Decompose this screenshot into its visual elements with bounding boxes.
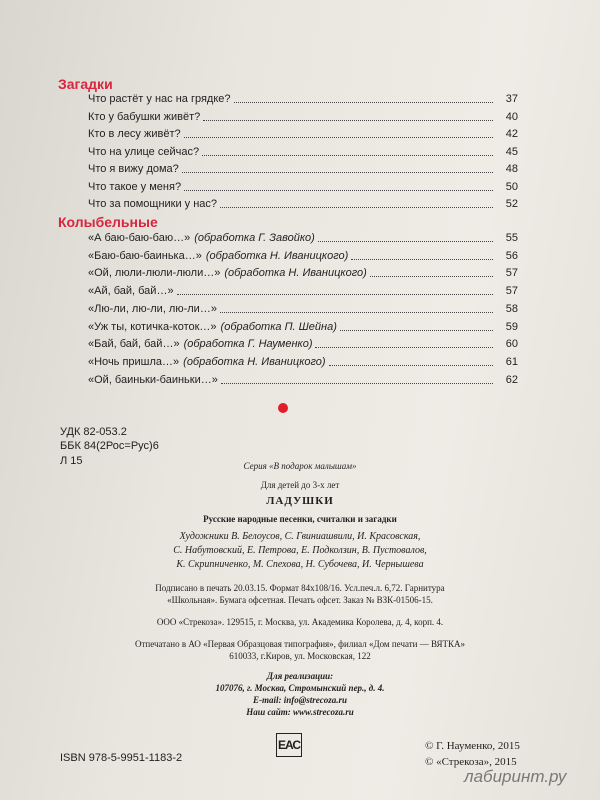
toc-page-number: 37 xyxy=(505,93,518,105)
section-heading-riddles: Загадки xyxy=(58,76,113,92)
credits-line: Художники В. Белоусов, С. Гвиниашвили, И. Красовская, xyxy=(179,531,421,542)
sales-line: Для реализации: xyxy=(266,671,334,681)
toc-entry xyxy=(88,197,518,211)
toc-entry-title xyxy=(88,337,312,351)
toc-entry-title-text: «Ночь пришла…» xyxy=(88,355,180,368)
isbn: ISBN 978-5-9951-1183-2 xyxy=(60,752,183,764)
section-heading-lullabies: Колыбельные xyxy=(58,214,158,230)
toc-entry xyxy=(88,249,518,263)
toc-entry-title-text: «Ай, бай, бай…» xyxy=(88,285,174,298)
book-title: ЛАДУШКИ xyxy=(266,495,334,507)
toc-entry-title-text: Что за помощники у нас? xyxy=(88,198,218,210)
toc-page-number: 61 xyxy=(505,355,518,368)
red-dot-ornament xyxy=(278,403,288,413)
toc-leader-dots xyxy=(184,136,493,138)
book-subtitle: Русские народные песенки, считалки и загадки xyxy=(203,514,397,524)
toc-leader-dots xyxy=(315,346,493,348)
toc-entry-note: (обработка П. Шейна) xyxy=(220,320,337,333)
toc-entry xyxy=(88,127,518,141)
toc-entry xyxy=(88,92,518,106)
toc-page-number: 59 xyxy=(505,320,518,333)
toc-entry-title xyxy=(88,231,315,245)
toc-entry-note: (обработка Н. Иваницкого) xyxy=(183,355,326,368)
sales-info xyxy=(0,670,600,718)
toc-entry-title-text: Что растёт у нас на грядке? xyxy=(88,93,231,105)
toc-leader-dots xyxy=(177,293,493,295)
toc-entry xyxy=(88,302,518,316)
toc-entry xyxy=(88,162,518,176)
toc-page-number: 45 xyxy=(505,145,518,158)
toc-entry xyxy=(88,266,518,280)
toc-leader-dots xyxy=(182,171,493,173)
toc-page-number: 48 xyxy=(505,163,518,175)
credits-line: С. Набутовский, Е. Петрова, Е. Подколзин, В. Пустовалов, xyxy=(173,545,427,556)
toc-entry xyxy=(88,320,518,334)
toc-entry xyxy=(88,284,518,298)
toc-entry-title xyxy=(88,266,367,280)
toc-entry-title-text: Что я вижу дома? xyxy=(88,163,179,175)
toc-leader-dots xyxy=(203,119,493,121)
toc-entry-title xyxy=(88,145,199,159)
toc-entry xyxy=(88,110,518,124)
credits-line: К. Скрипниченко, М. Спехова, Н. Субочева, И. Чернышева xyxy=(176,559,424,570)
copyright-publisher: © «Стрекоза», 2015 xyxy=(425,756,517,768)
toc-entry-title-text: «Баю-баю-баинька…» xyxy=(88,249,202,262)
toc-entry-title xyxy=(88,320,337,334)
toc-leader-dots xyxy=(220,311,493,313)
toc-entry-title-text: Кто в лесу живёт? xyxy=(88,128,181,140)
copyright-author: © Г. Науменко, 2015 xyxy=(425,740,520,752)
toc-page-number: 50 xyxy=(505,180,518,193)
toc-entry-title xyxy=(88,302,217,316)
toc-entry-title-text: «Уж ты, котичка-коток…» xyxy=(88,320,217,333)
toc-page-number: 52 xyxy=(505,198,518,210)
toc-page-number: 42 xyxy=(505,128,518,140)
bbk-code: ББК 84(2Рос=Рус)6 xyxy=(60,440,159,452)
series-line: Серия «В подарок малышам» xyxy=(243,461,357,471)
printer-line: 610033, г.Киров, ул. Московская, 122 xyxy=(229,651,371,661)
printer-info xyxy=(0,638,600,662)
toc-page-number: 55 xyxy=(505,232,518,244)
author-mark: Л 15 xyxy=(60,455,83,467)
toc-leader-dots xyxy=(202,154,493,156)
toc-entry xyxy=(88,180,518,194)
toc-entry-note: (обработка Г. Завойко) xyxy=(194,232,315,244)
toc-entry-title-text: «Лю-ли, лю-ли, лю-ли…» xyxy=(88,302,217,315)
publisher-address: ООО «Стрекоза». 129515, г. Москва, ул. Академика Королева, д. 4, корп. 4. xyxy=(156,617,444,627)
toc-entry-title xyxy=(88,373,218,387)
toc-entry-title xyxy=(88,355,326,369)
toc-entry-title xyxy=(88,249,348,263)
toc-entry-title-text: «Ой, баиньки-баиньки…» xyxy=(88,373,218,386)
printer-line: Отпечатано в АО «Первая Образцовая типография», филиал «Дом печати — ВЯТКА» xyxy=(134,639,466,649)
toc-entry xyxy=(88,337,518,351)
toc-entry-title xyxy=(88,92,231,106)
toc-entry-title-text: Что на улице сейчас? xyxy=(88,145,200,158)
toc-entry xyxy=(88,373,518,387)
toc-entry-title-text: Что такое у меня? xyxy=(88,180,182,193)
print-info-line: Подписано в печать 20.03.15. Формат 84х108/16. Усл.печ.л. 6,72. Гарнитура xyxy=(155,583,445,593)
print-info xyxy=(0,582,600,606)
toc-entry xyxy=(88,355,518,369)
toc-leader-dots xyxy=(351,258,493,260)
toc-entry-title xyxy=(88,284,174,298)
toc-entry-title-text: Кто у бабушки живёт? xyxy=(88,110,201,123)
toc-entry-title-text: «А баю-баю-баю…» xyxy=(88,232,191,244)
toc-entry-note: (обработка Г. Науменко) xyxy=(183,338,313,351)
toc-leader-dots xyxy=(220,206,493,208)
toc-page-number: 57 xyxy=(505,285,518,298)
toc-leader-dots xyxy=(370,275,493,277)
sales-line: 107076, г. Москва, Стромынский пер., д. 4. xyxy=(215,683,385,693)
illustrators-credits xyxy=(0,530,600,572)
toc-leader-dots xyxy=(234,101,493,103)
toc-leader-dots xyxy=(184,189,493,191)
toc-entry-title xyxy=(88,197,217,211)
toc-page-number: 58 xyxy=(505,302,518,315)
toc-leader-dots xyxy=(221,382,493,384)
sales-line: E-mail: info@strecoza.ru xyxy=(253,695,347,705)
toc-page-number: 56 xyxy=(505,249,518,262)
eac-certification-mark: ЕАС xyxy=(276,733,302,757)
toc-page-number: 57 xyxy=(505,267,518,280)
toc-entry-title-text: «Бай, бай, бай…» xyxy=(88,338,180,351)
store-watermark: лабиринт.ру xyxy=(464,767,567,786)
print-info-line: «Школьная». Бумага офсетная. Печать офсет. Заказ № ВЗК-01506-15. xyxy=(167,595,433,605)
toc-page-number: 62 xyxy=(505,373,518,386)
sales-line: Наш сайт: www.strecoza.ru xyxy=(246,707,354,717)
toc-leader-dots xyxy=(318,240,493,242)
toc-entry-title-text: «Ой, люли-люли-люли…» xyxy=(88,267,221,280)
toc-entry-title xyxy=(88,180,181,194)
toc-entry xyxy=(88,145,518,159)
age-line: Для детей до 3-х лет xyxy=(260,480,340,490)
toc-entry xyxy=(88,231,518,245)
udk-code: УДК 82-053.2 xyxy=(60,426,127,438)
toc-leader-dots xyxy=(329,364,493,366)
toc-entry-note: (обработка Н. Иваницкого) xyxy=(224,267,367,280)
toc-page-number: 40 xyxy=(505,110,518,123)
toc-entry-title xyxy=(88,127,181,141)
toc-leader-dots xyxy=(340,329,493,331)
toc-entry-note: (обработка Н. Иваницкого) xyxy=(205,249,349,262)
toc-page-number: 60 xyxy=(505,338,518,351)
toc-entry-title xyxy=(88,110,200,124)
toc-entry-title xyxy=(88,162,179,176)
